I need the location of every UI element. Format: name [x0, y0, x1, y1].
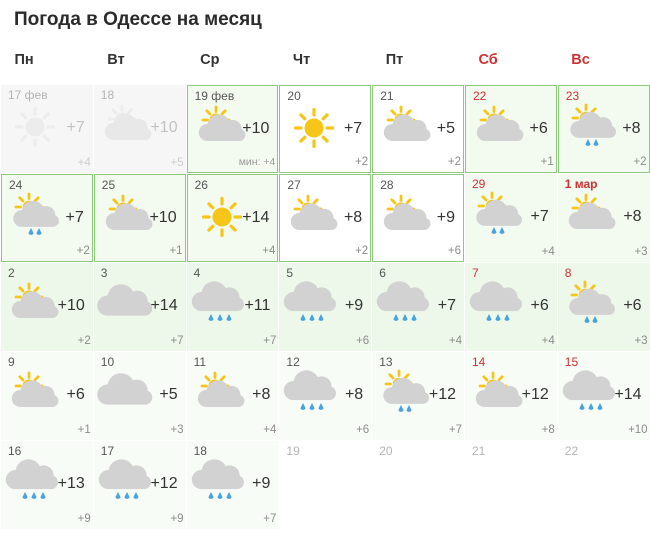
night-temperature: +1	[77, 424, 91, 436]
day-number: 21	[471, 444, 486, 458]
calendar-day-cell[interactable]	[93, 174, 186, 263]
day-number: 19 фев	[194, 89, 235, 103]
sun-cloud-icon	[103, 105, 153, 149]
cloud-rain-icon	[196, 461, 246, 505]
cloud-rain-icon	[196, 283, 246, 327]
calendar-day-cell[interactable]	[372, 263, 465, 352]
weekday-tue: Вт	[107, 52, 125, 68]
weekday-fri: Пт	[385, 52, 404, 68]
day-temperature: +10	[149, 209, 177, 226]
day-temperature: +6	[66, 386, 85, 403]
calendar-day-cell[interactable]	[464, 352, 557, 441]
day-forecast	[472, 281, 551, 327]
day-cell-body	[1, 174, 93, 262]
calendar-day-cell[interactable]	[464, 263, 557, 352]
day-forecast	[9, 193, 86, 239]
day-number: 12	[286, 355, 300, 369]
day-temperature: +12	[521, 386, 549, 403]
day-forecast	[286, 370, 365, 416]
day-cell-body	[187, 263, 279, 351]
cloud-rain-icon	[288, 283, 338, 327]
cloud-icon	[103, 283, 153, 327]
day-temperature: +14	[150, 297, 178, 314]
calendar-day-cell[interactable]	[186, 85, 279, 174]
min-temperature: мин: +4	[238, 156, 276, 168]
night-temperature: +2	[633, 156, 647, 168]
day-temperature: +8	[343, 209, 363, 226]
night-temperature: +2	[355, 245, 369, 257]
weekday-mon: Пн	[14, 52, 34, 68]
day-number: 8	[564, 266, 572, 280]
day-number: 25	[101, 178, 116, 192]
day-cell-body	[558, 352, 650, 440]
day-forecast	[472, 370, 551, 416]
calendar-day-cell[interactable]	[557, 263, 650, 352]
day-number: 4	[193, 266, 201, 280]
calendar-day-cell[interactable]	[93, 441, 186, 530]
day-forecast	[102, 193, 179, 239]
day-cell-body	[187, 174, 279, 262]
night-temperature: +4	[541, 335, 555, 347]
day-number: 28	[380, 178, 394, 192]
day-cell-body	[279, 263, 371, 351]
day-cell-body	[187, 352, 279, 440]
day-cell-body	[94, 263, 186, 351]
weekday-thu: Чт	[292, 52, 311, 68]
calendar-day-cell[interactable]	[279, 85, 372, 174]
day-forecast	[8, 459, 87, 505]
day-forecast	[565, 281, 644, 327]
night-temperature: +9	[170, 513, 184, 525]
day-forecast	[565, 370, 644, 416]
day-number: 9	[8, 355, 15, 369]
day-number: 18	[193, 444, 207, 458]
sun-icon	[289, 106, 339, 150]
day-number: 22	[564, 444, 579, 458]
night-temperature: +1	[540, 156, 554, 168]
day-temperature: +7	[530, 208, 549, 225]
night-temperature: +4	[262, 245, 276, 257]
day-cell-body	[187, 85, 279, 173]
day-forecast	[473, 104, 550, 150]
day-number: 23	[565, 89, 580, 103]
calendar-body	[1, 85, 650, 530]
day-number: 20	[379, 444, 393, 458]
day-cell-body	[465, 85, 557, 173]
night-temperature: +3	[634, 246, 648, 258]
sun-cloud-icon	[196, 372, 246, 416]
sun-cloud-icon	[10, 372, 60, 416]
day-cell-body	[1, 441, 93, 529]
day-forecast	[194, 281, 273, 327]
day-number: 2	[8, 266, 15, 280]
calendar-day-cell[interactable]	[557, 85, 650, 174]
day-temperature: +9	[252, 475, 271, 492]
calendar-day-cell[interactable]	[1, 263, 94, 352]
day-cell-body	[279, 352, 371, 440]
day-temperature: +9	[344, 297, 364, 314]
night-temperature: +4	[541, 246, 555, 258]
day-forecast	[195, 104, 272, 150]
day-temperature: +13	[57, 475, 85, 492]
day-temperature: +5	[159, 386, 178, 403]
day-forecast	[566, 104, 643, 150]
day-cell-body	[372, 441, 464, 529]
calendar-day-cell[interactable]	[1, 174, 94, 263]
calendar-day-cell[interactable]	[464, 174, 557, 263]
day-cell-body	[1, 85, 93, 173]
week-row	[1, 441, 650, 530]
day-temperature: +9	[436, 209, 455, 226]
day-number: 29	[471, 177, 486, 191]
day-number: 5	[286, 266, 294, 280]
night-temperature: +2	[77, 335, 91, 347]
day-cell-body	[372, 263, 464, 351]
weekday-sat: Сб	[478, 52, 498, 68]
day-number: 1 мар	[564, 177, 598, 191]
calendar-day-cell[interactable]	[1, 85, 94, 174]
day-number: 3	[100, 266, 108, 280]
night-temperature: +7	[170, 335, 184, 347]
day-forecast	[287, 104, 364, 150]
sun-cloud-rain-icon	[474, 194, 524, 238]
day-cell-body	[465, 174, 557, 262]
sun-cloud-rain-icon	[11, 195, 61, 239]
calendar-day-cell[interactable]	[93, 263, 186, 352]
night-temperature: +5	[170, 157, 184, 169]
day-cell-body	[465, 441, 557, 529]
week-row	[1, 174, 650, 263]
calendar-day-cell	[372, 441, 465, 530]
cloud-rain-icon	[10, 461, 60, 505]
calendar-day-cell[interactable]	[372, 174, 465, 263]
sun-cloud-icon	[382, 195, 432, 239]
sun-cloud-icon	[104, 195, 154, 239]
day-cell-body	[558, 441, 650, 529]
calendar-day-cell[interactable]	[557, 174, 650, 263]
calendar-day-cell[interactable]	[557, 352, 650, 441]
page-title: Погода в Одессе на месяц	[14, 9, 262, 30]
calendar-day-cell[interactable]	[372, 352, 465, 441]
calendar-day-cell[interactable]	[93, 85, 186, 174]
day-temperature: +7	[66, 119, 85, 136]
night-temperature: +6	[447, 245, 461, 257]
day-temperature: +8	[622, 120, 641, 137]
day-number: 22	[472, 89, 487, 103]
day-forecast	[8, 370, 87, 416]
sun-cloud-rain-icon	[568, 106, 618, 150]
calendar-day-cell[interactable]	[186, 174, 279, 263]
day-forecast	[101, 370, 180, 416]
day-number: 20	[287, 89, 301, 103]
day-cell-body	[279, 441, 371, 529]
day-forecast	[8, 103, 87, 149]
cloud-rain-icon	[567, 372, 617, 416]
calendar-day-cell[interactable]	[464, 85, 557, 174]
calendar-day-cell[interactable]	[186, 263, 279, 352]
day-forecast	[379, 281, 458, 327]
night-temperature: +7	[263, 335, 277, 347]
day-temperature: +7	[65, 209, 84, 226]
week-row	[1, 85, 650, 174]
day-number: 11	[193, 355, 207, 369]
sun-cloud-icon	[10, 283, 60, 327]
day-number: 17 фев	[8, 88, 48, 102]
sun-icon	[10, 105, 60, 149]
day-number: 21	[380, 89, 394, 103]
calendar-day-cell	[279, 441, 372, 530]
night-temperature: +7	[448, 424, 462, 436]
day-temperature: +14	[614, 386, 642, 403]
day-number: 10	[100, 355, 115, 369]
day-number: 18	[100, 88, 115, 102]
cloud-rain-icon	[288, 372, 338, 416]
day-cell-body	[558, 174, 650, 262]
night-temperature: +4	[263, 424, 277, 436]
day-number: 15	[564, 355, 579, 369]
day-cell-body	[94, 352, 186, 440]
day-forecast	[380, 193, 457, 239]
day-temperature: +5	[436, 120, 455, 137]
night-temperature: +2	[447, 156, 461, 168]
sun-cloud-icon	[474, 372, 524, 416]
calendar-day-cell[interactable]	[93, 352, 186, 441]
night-temperature: +7	[263, 513, 277, 525]
day-temperature: +6	[623, 297, 642, 314]
cloud-rain-icon	[474, 283, 524, 327]
week-row	[1, 263, 650, 352]
day-cell-body	[558, 263, 650, 351]
day-forecast	[565, 192, 644, 238]
sun-cloud-icon	[197, 106, 247, 150]
day-forecast	[472, 192, 551, 238]
day-forecast	[101, 103, 180, 149]
day-forecast	[101, 459, 180, 505]
cloud-rain-icon	[103, 461, 153, 505]
week-row	[1, 352, 650, 441]
calendar-day-cell[interactable]	[186, 441, 279, 530]
day-number: 27	[287, 178, 301, 192]
day-temperature: +10	[57, 297, 85, 314]
day-cell-body	[465, 352, 557, 440]
day-cell-body	[187, 441, 279, 529]
sun-cloud-rain-icon	[381, 372, 431, 416]
day-temperature: +14	[242, 209, 270, 226]
night-temperature: +4	[448, 335, 462, 347]
day-forecast	[194, 370, 273, 416]
calendar-day-cell[interactable]	[1, 352, 94, 441]
day-cell-body	[279, 85, 371, 173]
day-forecast	[8, 281, 87, 327]
cloud-icon	[103, 372, 153, 416]
day-cell-body	[372, 85, 464, 173]
weekday-sun: Вс	[571, 52, 590, 68]
day-temperature: +8	[344, 386, 364, 403]
day-temperature: +12	[150, 475, 178, 492]
day-number: 17	[100, 444, 115, 458]
calendar-day-cell	[557, 441, 650, 530]
day-cell-body	[465, 263, 557, 351]
day-temperature: +8	[252, 386, 271, 403]
day-forecast	[286, 281, 365, 327]
day-cell-body	[372, 352, 464, 440]
sun-cloud-icon	[475, 106, 525, 150]
day-number: 7	[471, 266, 479, 280]
night-temperature: +9	[77, 513, 91, 525]
day-cell-body	[1, 352, 93, 440]
sun-cloud-rain-icon	[567, 283, 617, 327]
day-number: 16	[8, 444, 22, 458]
day-forecast	[380, 104, 457, 150]
day-temperature: +6	[529, 120, 548, 137]
cloud-rain-icon	[381, 283, 431, 327]
calendar-day-cell[interactable]	[279, 263, 372, 352]
day-cell-body	[558, 85, 650, 173]
weekday-header-row	[1, 36, 650, 85]
day-temperature: +10	[242, 120, 270, 137]
day-forecast	[379, 370, 458, 416]
day-number: 24	[9, 178, 23, 192]
day-temperature: +7	[437, 297, 456, 314]
sun-cloud-icon	[289, 195, 339, 239]
day-cell-body	[372, 174, 464, 262]
day-cell-body	[279, 174, 371, 262]
night-temperature: +3	[634, 335, 648, 347]
day-temperature: +12	[428, 386, 456, 403]
night-temperature: +6	[356, 424, 370, 436]
night-temperature: +4	[77, 157, 91, 169]
night-temperature: +1	[169, 245, 183, 257]
day-forecast	[287, 193, 364, 239]
day-forecast	[101, 281, 180, 327]
day-cell-body	[94, 85, 186, 173]
sun-cloud-icon	[567, 194, 617, 238]
night-temperature: +2	[76, 245, 90, 257]
day-cell-body	[94, 174, 186, 262]
calendar-day-cell[interactable]	[372, 85, 465, 174]
calendar-day-cell[interactable]	[279, 174, 372, 263]
calendar-day-cell[interactable]	[279, 352, 372, 441]
calendar-day-cell	[464, 441, 557, 530]
day-temperature: +7	[343, 120, 363, 137]
day-temperature: +10	[150, 119, 178, 136]
day-number: 14	[471, 355, 486, 369]
day-temperature: +11	[244, 297, 271, 314]
night-temperature: +6	[356, 335, 370, 347]
day-number: 13	[379, 355, 393, 369]
night-temperature: +8	[541, 424, 555, 436]
day-temperature: +6	[530, 297, 549, 314]
calendar-day-cell[interactable]	[1, 441, 94, 530]
day-temperature: +8	[623, 208, 642, 225]
day-number: 6	[379, 266, 386, 280]
day-forecast	[195, 193, 272, 239]
day-cell-body	[1, 263, 93, 351]
night-temperature: +2	[355, 156, 369, 168]
day-number: 19	[286, 444, 300, 458]
month-calendar	[0, 36, 650, 530]
day-forecast	[194, 459, 273, 505]
day-cell-body	[94, 441, 186, 529]
sun-icon	[197, 195, 247, 239]
weekday-wed: Ср	[200, 52, 220, 68]
sun-cloud-icon	[382, 106, 432, 150]
calendar-day-cell[interactable]	[186, 352, 279, 441]
night-temperature: +10	[628, 424, 648, 436]
night-temperature: +3	[170, 424, 184, 436]
day-number: 26	[194, 178, 208, 192]
